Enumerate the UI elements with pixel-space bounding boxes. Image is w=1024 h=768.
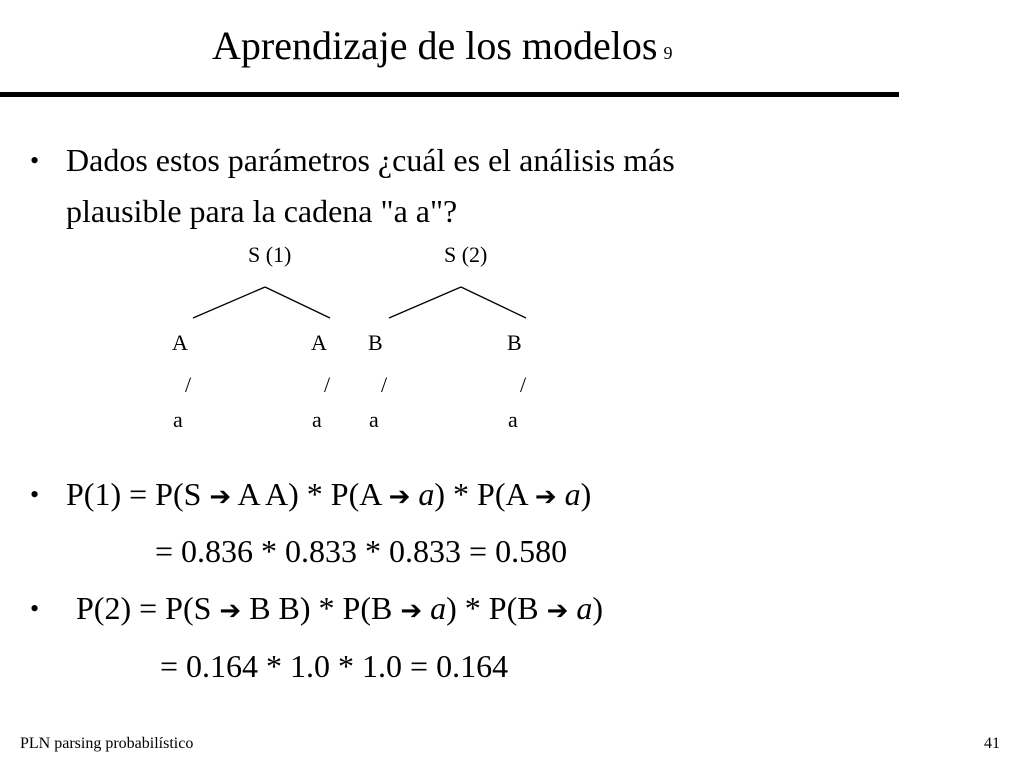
slide-title-text: Aprendizaje de los modelos — [212, 23, 658, 68]
p1-formula-part: A A) * P(A — [231, 476, 389, 512]
bullet-1-line-1: Dados estos parámetros ¿cuál es el análisis más — [66, 142, 675, 178]
tree-1-left-slash: / — [185, 372, 192, 397]
p1-formula-space — [557, 476, 565, 512]
p2-formula-part: B B) * P(B — [241, 590, 401, 626]
p1-calculation: = 0.836 * 0.833 * 0.833 = 0.580 — [155, 533, 568, 569]
p2-terminal-a: a — [430, 590, 447, 626]
p2-terminal-a: a — [576, 590, 593, 626]
tree-1-left-branch — [193, 287, 265, 318]
p2-calculation: = 0.164 * 1.0 * 1.0 = 0.164 — [160, 648, 509, 684]
tree-2-left-node: B — [368, 330, 383, 355]
p2-formula-part: P(2) = P(S — [76, 590, 220, 626]
p1-formula-part: ) * P(A — [434, 476, 535, 512]
tree-2-left-leaf: a — [369, 407, 379, 432]
tree-1-right-leaf: a — [312, 407, 322, 432]
tree-2-left-branch — [389, 287, 461, 318]
tree-2-left-slash: / — [381, 372, 388, 397]
tree-2-right-slash: / — [520, 372, 527, 397]
tree-1-right-slash: / — [324, 372, 331, 397]
bullet-dot: • — [30, 480, 40, 509]
footer-course-label: PLN parsing probabilístico — [20, 735, 194, 752]
bullet-dot: • — [30, 146, 40, 175]
p1-formula-part: ) — [580, 476, 592, 512]
p2-formula-space — [422, 590, 430, 626]
right-arrow-icon: ➔ — [400, 596, 423, 626]
tree-1-right-branch — [265, 287, 330, 318]
slide-title-superscript: 9 — [663, 43, 673, 63]
p2-formula — [76, 588, 603, 631]
right-arrow-icon: ➔ — [388, 482, 411, 512]
tree-1-left-node: A — [172, 330, 188, 355]
p1-formula — [66, 474, 591, 517]
right-arrow-icon: ➔ — [534, 482, 557, 512]
p1-terminal-a: a — [418, 476, 435, 512]
tree-2-right-node: B — [507, 330, 522, 355]
p2-formula-part: ) — [592, 590, 604, 626]
page-number: 41 — [984, 735, 1000, 752]
right-arrow-icon: ➔ — [546, 596, 569, 626]
tree-1-left-leaf: a — [173, 407, 183, 432]
tree-2-root: S (2) — [444, 242, 488, 267]
tree-2-right-branch — [461, 287, 526, 318]
bullet-1-line-2: plausible para la cadena "a a"? — [66, 193, 458, 229]
tree-1-right-node: A — [311, 330, 327, 355]
p1-formula-part: P(1) = P(S — [66, 476, 210, 512]
p1-terminal-a: a — [564, 476, 581, 512]
tree-1-root: S (1) — [248, 242, 292, 267]
tree-2-right-leaf: a — [508, 407, 518, 432]
right-arrow-icon: ➔ — [209, 482, 232, 512]
right-arrow-icon: ➔ — [219, 596, 242, 626]
bullet-dot: • — [30, 594, 40, 623]
p2-formula-part: ) * P(B — [446, 590, 547, 626]
